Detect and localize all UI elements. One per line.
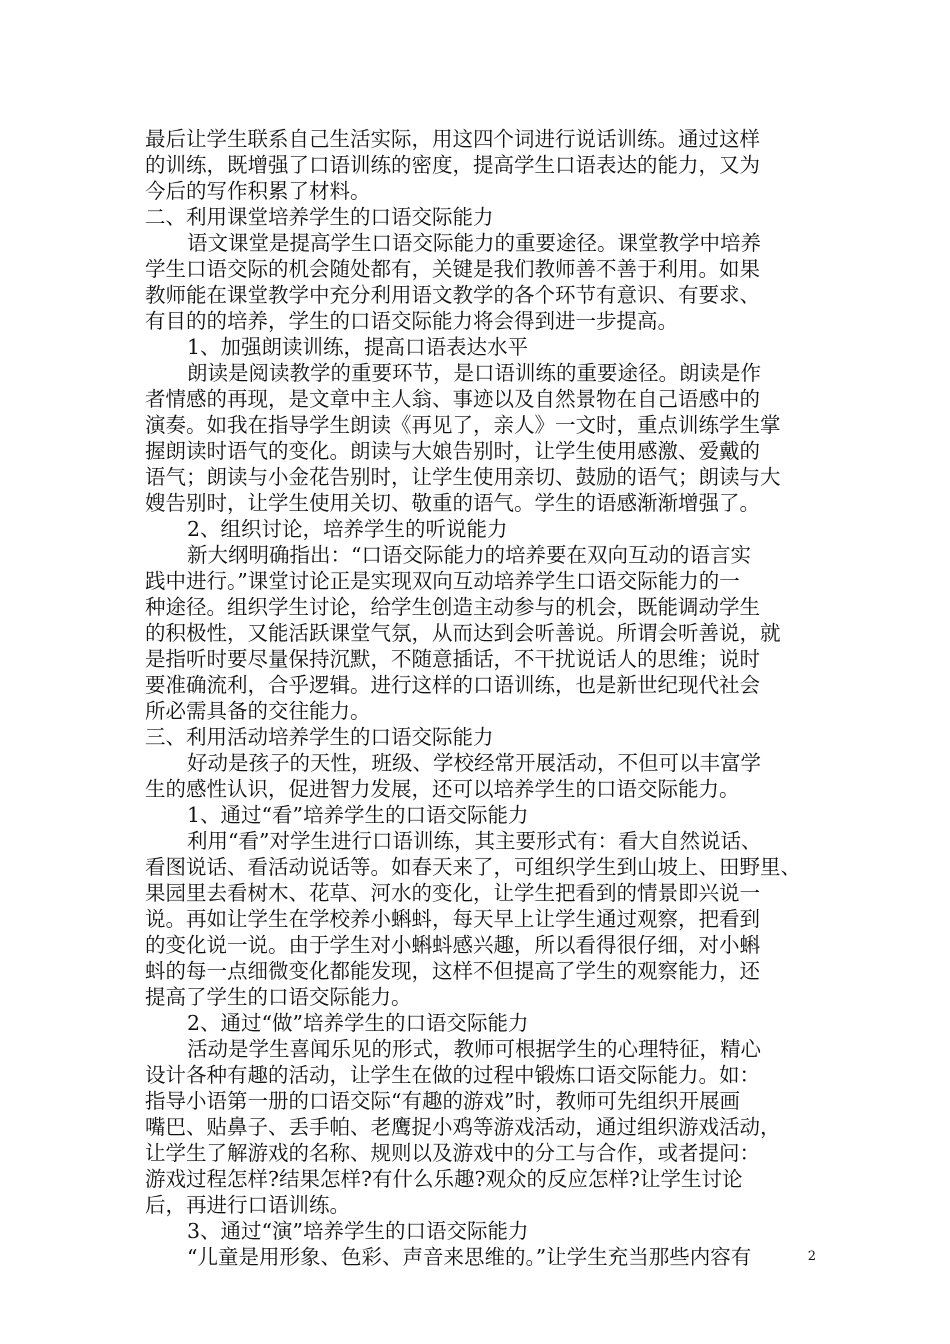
text-line: 活动是学生喜闻乐见的形式，教师可根据学生的心理特征，精心 (187, 1037, 761, 1061)
text-line: 指导小语第一册的口语交际“有趣的游戏”时，教师可先组织开展画 (145, 1089, 740, 1113)
text-line: 教师能在课堂教学中充分利用语文教学的各个环节有意识、有要求、 (145, 283, 760, 307)
text-line: 学生口语交际的机会随处都有，关键是我们教师善不善于利用。如果 (145, 257, 760, 281)
text-line: 新大纲明确指出：“口语交际能力的培养要在双向互动的语言实 (187, 543, 751, 567)
text-line: 语气；朗读与小金花告别时，让学生使用亲切、鼓励的语气；朗读与大 (145, 465, 781, 489)
text-line: 生的感性认识，促进智力发展，还可以培养学生的口语交际能力。 (145, 777, 740, 801)
subsection-heading: 2、通过“做”培养学生的口语交际能力 (187, 1011, 529, 1035)
text-line: 所必需具备的交往能力。 (145, 699, 371, 723)
text-line: 提高了学生的口语交际能力。 (145, 985, 412, 1009)
text-line: 蚪的每一点细微变化都能发现，这样不但提高了学生的观察能力，还 (145, 959, 760, 983)
text-line: 利用“看”对学生进行口语训练，其主要形式有：看大自然说话、 (187, 829, 762, 853)
page-number: 2 (807, 1249, 816, 1264)
text-line: 语文课堂是提高学生口语交际能力的重要途径。课堂教学中培养 (187, 231, 761, 255)
text-line: 者情感的再现，是文章中主人翁、事迹以及自然景物在自己语感中的 (145, 387, 760, 411)
subsection-heading: 2、组织讨论，培养学生的听说能力 (187, 517, 508, 541)
text-line: 种途径。组织学生讨论，给学生创造主动参与的机会，既能调动学生 (145, 595, 760, 619)
text-line: 游戏过程怎样?结果怎样?有什么乐趣?观众的反应怎样?让学生讨论 (145, 1167, 743, 1191)
text-line: 最后让学生联系自己生活实际，用这四个词进行说话训练。通过这样 (145, 127, 760, 151)
section-heading: 三、利用活动培养学生的口语交际能力 (145, 725, 494, 749)
text-line: 有目的的培养，学生的口语交际能力将会得到进一步提高。 (145, 309, 678, 333)
text-line: 践中进行。”课堂讨论正是实现双向互动培养学生口语交际能力的一 (145, 569, 740, 593)
text-line: 的变化说一说。由于学生对小蝌蚪感兴趣，所以看得很仔细，对小蝌 (145, 933, 760, 957)
text-line: 朗读是阅读教学的重要环节，是口语训练的重要途径。朗读是作 (187, 361, 761, 385)
section-heading: 二、利用课堂培养学生的口语交际能力 (145, 205, 494, 229)
text-line: 果园里去看树木、花草、河水的变化，让学生把看到的情景即兴说一 (145, 881, 760, 905)
text-line: 要准确流利，合乎逻辑。进行这样的口语训练，也是新世纪现代社会 (145, 673, 760, 697)
text-line: 握朗读时语气的变化。朗读与大娘告别时，让学生使用感激、爱戴的 (145, 439, 760, 463)
text-line: 看图说话、看活动说话等。如春天来了，可组织学生到山坡上、田野里、 (145, 855, 801, 879)
text-line: 说。再如让学生在学校养小蝌蚪，每天早上让学生通过观察，把看到 (145, 907, 760, 931)
subsection-heading: 3、通过“演”培养学生的口语交际能力 (187, 1219, 529, 1243)
text-line: 嘴巴、贴鼻子、丢手帕、老鹰捉小鸡等游戏活动，通过组织游戏活动， (145, 1115, 781, 1139)
text-line: 设计各种有趣的活动，让学生在做的过程中锻炼口语交际能力。如： (145, 1063, 760, 1087)
subsection-heading: 1、通过“看”培养学生的口语交际能力 (187, 803, 529, 827)
text-line: 演奏。如我在指导学生朗读《再见了，亲人》一文时，重点训练学生掌 (145, 413, 781, 437)
subsection-heading: 1、加强朗读训练，提高口语表达水平 (187, 335, 529, 359)
text-line: 是指听时要尽量保持沉默，不随意插话，不干扰说话人的思维；说时 (145, 647, 760, 671)
text-line: 今后的写作积累了材料。 (145, 179, 371, 203)
text-line: 让学生了解游戏的名称、规则以及游戏中的分工与合作，或者提问： (145, 1141, 760, 1165)
text-line: 嫂告别时，让学生使用关切、敬重的语气。学生的语感渐渐增强了。 (145, 491, 760, 515)
text-line: 的训练，既增强了口语训练的密度，提高学生口语表达的能力，又为 (145, 153, 760, 177)
text-line: 好动是孩子的天性，班级、学校经常开展活动，不但可以丰富学 (187, 751, 761, 775)
text-line: “儿童是用形象、色彩、声音来思维的。”让学生充当那些内容有 (187, 1245, 752, 1269)
text-line: 后，再进行口语训练。 (145, 1193, 350, 1217)
text-line: 的积极性，又能活跃课堂气氛，从而达到会听善说。所谓会听善说，就 (145, 621, 781, 645)
